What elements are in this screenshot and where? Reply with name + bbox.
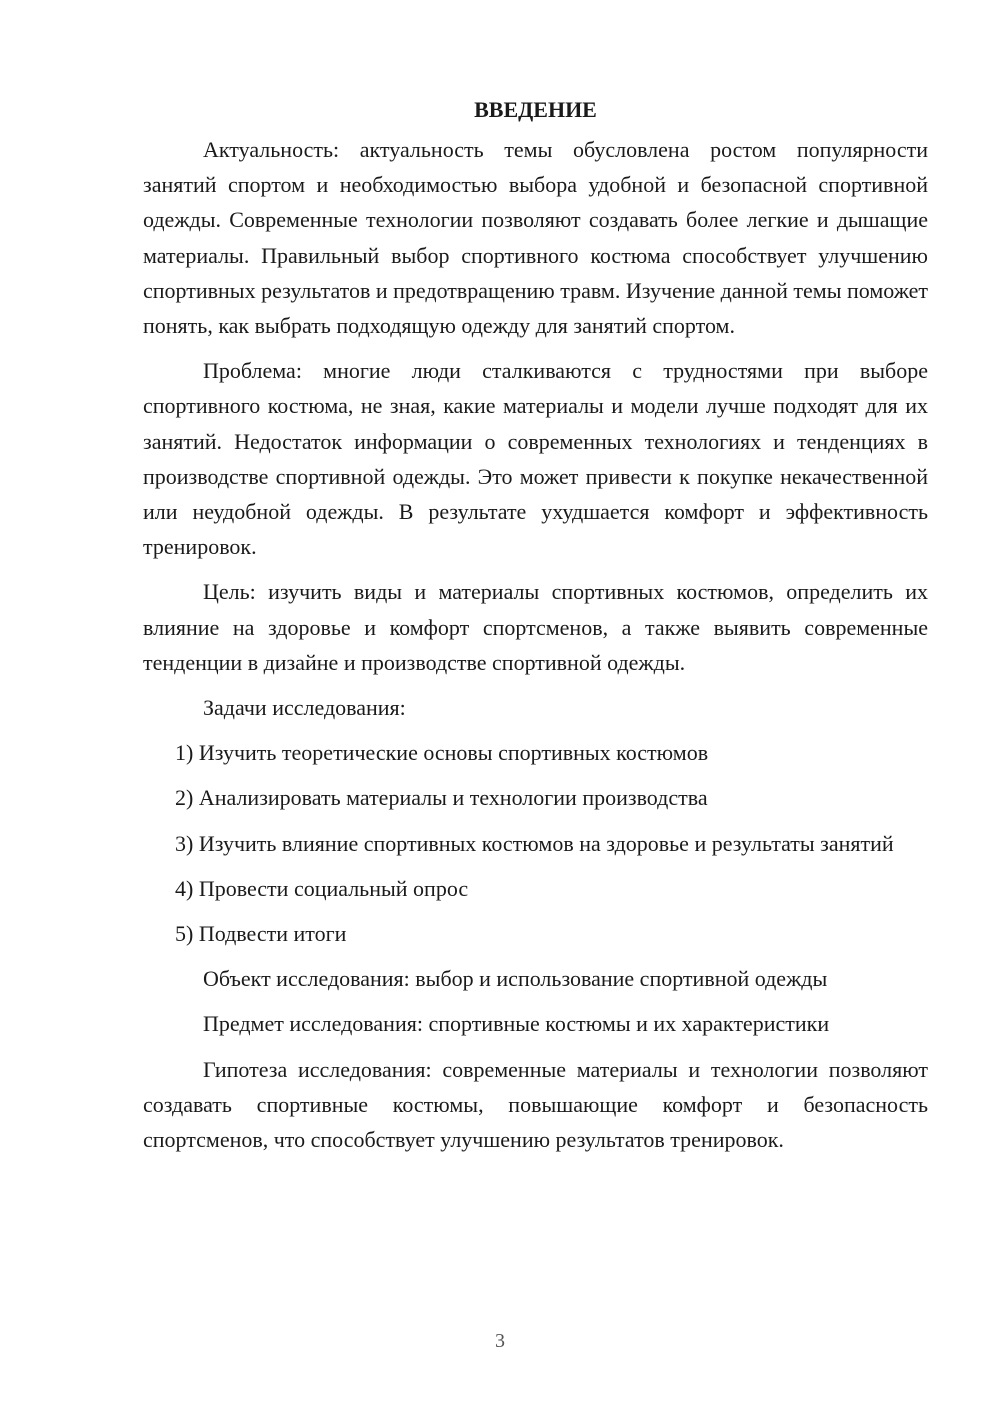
page-number: 3 — [495, 1330, 505, 1352]
task-item: 2) Анализировать материалы и технологии производства — [175, 785, 708, 811]
object-paragraph: Объект исследования: выбор и использование спортивной одежды — [203, 966, 828, 992]
problem-paragraph: Проблема: многие люди сталкиваются с трудностями при выборе спортивного костюма, не зная, какие материалы и модели лучше подходят для их занятий. Недостаток информации о современных технологиях и тенденциях в производстве спортивной одежды. Это может привести к покупке некачественной или неудобной одежды. В результате ухудшается комфорт и эффективность тренировок. — [143, 358, 928, 560]
document-body — [143, 92, 928, 1167]
task-item: 5) Подвести итоги — [175, 921, 347, 947]
relevance-paragraph: Актуальность: актуальность темы обусловлена ростом популярности занятий спортом и необходимостью выбора удобной и безопасной спортивной одежды. Современные технологии позволяют создавать более легкие и дышащие материалы. Правильный выбор спортивного костюма способствует улучшению спортивных результатов и предотвращению травм. Изучение данной темы поможет понять, как выбрать подходящую одежду для занятий спортом. — [143, 137, 928, 339]
tasks-heading: Задачи исследования: — [203, 695, 406, 721]
subject-paragraph: Предмет исследования: спортивные костюмы и их характеристики — [203, 1011, 830, 1037]
hypothesis-paragraph: Гипотеза исследования: современные материалы и технологии позволяют создавать спортивные костюмы, повышающие комфорт и безопасность спортсменов, что способствует улучшению результатов тренировок. — [143, 1056, 928, 1153]
task-item: 1) Изучить теоретические основы спортивных костюмов — [175, 740, 709, 766]
task-item: 3) Изучить влияние спортивных костюмов на здоровье и результаты занятий — [175, 830, 894, 856]
section-title: ВВЕДЕНИЕ — [474, 97, 597, 122]
task-item: 4) Провести социальный опрос — [175, 875, 469, 901]
goal-paragraph: Цель: изучить виды и материалы спортивных костюмов, определить их влияние на здоровье и комфорт спортсменов, а также выявить современные тенденции в дизайне и производстве спортивной одежды. — [143, 579, 928, 675]
